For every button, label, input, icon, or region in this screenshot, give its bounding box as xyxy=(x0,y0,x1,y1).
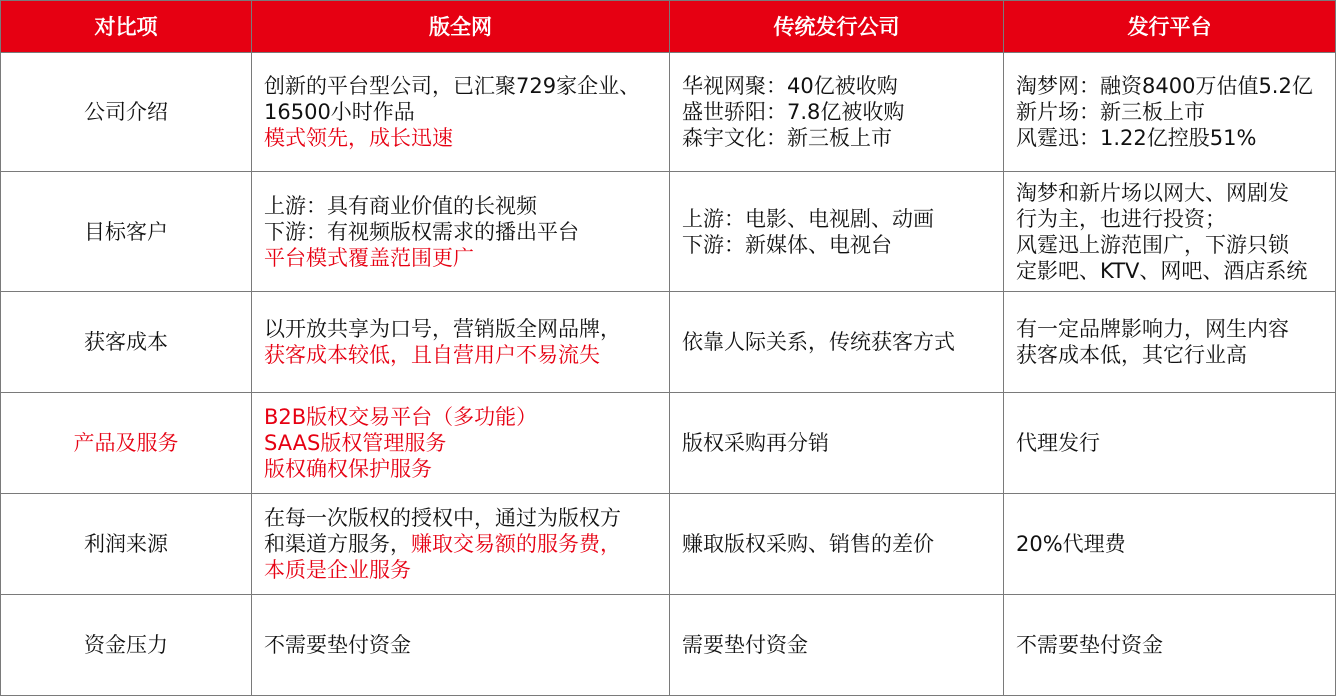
highlight-text: SAAS版权管理服务 xyxy=(264,431,447,455)
cell-line xyxy=(264,632,657,658)
cell-platform xyxy=(1004,292,1336,393)
cell-line xyxy=(1016,632,1323,658)
cell-text: 淘梦网：融资8400万估值5.2亿 xyxy=(1016,74,1313,98)
cell-text: 和渠道方服务， xyxy=(264,532,411,556)
cell-line xyxy=(682,329,991,355)
cell-line xyxy=(1016,316,1323,342)
cell-platform xyxy=(1004,393,1336,494)
table-row xyxy=(1,494,1336,595)
cell-line xyxy=(264,531,657,557)
cell-text: 不需要垫付资金 xyxy=(1016,633,1163,657)
cell-text: 定影吧、KTV、网吧、酒店系统 xyxy=(1016,258,1308,283)
cell-text: 淘梦和新片场以网大、网剧发 xyxy=(1016,180,1289,205)
cell-line xyxy=(264,456,657,482)
cell-line xyxy=(264,245,657,271)
cell-line xyxy=(264,73,657,99)
cell-text: 在每一次版权的授权中，通过为版权方 xyxy=(264,506,621,530)
cell-line xyxy=(264,505,657,531)
table-row xyxy=(1,172,1336,292)
cell-line xyxy=(682,232,991,258)
cell-line xyxy=(1016,99,1323,125)
cell-text: 风霆迅上游范围广，下游只锁 xyxy=(1016,232,1289,257)
cell-line xyxy=(1016,73,1323,99)
cell-banquanwang xyxy=(252,172,670,292)
cell-line xyxy=(1016,258,1323,284)
cell-line xyxy=(1016,342,1323,368)
cell-line xyxy=(264,125,657,151)
cell-line xyxy=(682,206,991,232)
cell-text: 有一定品牌影响力，网生内容 xyxy=(1016,317,1289,341)
cell-line xyxy=(264,430,657,456)
cell-banquanwang xyxy=(252,292,670,393)
row-label: 资金压力 xyxy=(1,595,252,696)
cell-text: 新片场：新三板上市 xyxy=(1016,100,1205,124)
cell-platform xyxy=(1004,595,1336,696)
cell-line xyxy=(682,99,991,125)
cell-line xyxy=(1016,531,1323,557)
cell-text: 上游：电影、电视剧、动画 xyxy=(682,206,934,231)
table-row xyxy=(1,292,1336,393)
cell-traditional xyxy=(670,494,1004,595)
highlight-text: 赚取交易额的服务费， xyxy=(411,532,621,556)
cell-text: 以开放共享为口号，营销版全网品牌， xyxy=(264,317,621,341)
header-item: 对比项 xyxy=(1,1,252,53)
cell-line xyxy=(682,632,991,658)
cell-text: 版权采购再分销 xyxy=(682,431,829,455)
cell-text: 森宇文化：新三板上市 xyxy=(682,126,892,150)
cell-platform xyxy=(1004,494,1336,595)
cell-line xyxy=(264,342,657,368)
cell-text: 16500小时作品 xyxy=(264,100,415,124)
cell-text: 上游：具有商业价值的长视频 xyxy=(264,193,537,218)
cell-line xyxy=(682,430,991,456)
cell-line xyxy=(1016,232,1323,258)
cell-text: 行为主，也进行投资； xyxy=(1016,206,1226,231)
cell-text: 代理发行 xyxy=(1016,431,1100,455)
cell-text: 下游：新媒体、电视台 xyxy=(682,232,892,257)
header-traditional: 传统发行公司 xyxy=(670,1,1004,53)
cell-traditional xyxy=(670,292,1004,393)
cell-banquanwang xyxy=(252,53,670,172)
cell-line xyxy=(682,125,991,151)
cell-line xyxy=(264,404,657,430)
cell-text: 华视网聚：40亿被收购 xyxy=(682,74,898,98)
cell-platform xyxy=(1004,53,1336,172)
table-row xyxy=(1,393,1336,494)
cell-line xyxy=(1016,430,1323,456)
cell-banquanwang xyxy=(252,595,670,696)
row-label: 目标客户 xyxy=(1,172,252,292)
cell-text: 盛世骄阳：7.8亿被收购 xyxy=(682,100,905,124)
cell-text: 不需要垫付资金 xyxy=(264,633,411,657)
cell-line xyxy=(1016,180,1323,206)
highlight-text: 版权确权保护服务 xyxy=(264,457,432,481)
row-label: 公司介绍 xyxy=(1,53,252,172)
row-label: 获客成本 xyxy=(1,292,252,393)
cell-text: 赚取版权采购、销售的差价 xyxy=(682,532,934,556)
cell-line xyxy=(682,73,991,99)
highlight-text: 模式领先，成长迅速 xyxy=(264,126,453,150)
cell-text: 创新的平台型公司，已汇聚729家企业、 xyxy=(264,74,641,98)
cell-text: 依靠人际关系，传统获客方式 xyxy=(682,330,955,354)
header-banquanwang: 版全网 xyxy=(252,1,670,53)
cell-line xyxy=(264,219,657,245)
cell-banquanwang xyxy=(252,393,670,494)
highlight-text: B2B版权交易平台（多功能） xyxy=(264,405,538,429)
cell-line xyxy=(1016,125,1323,151)
cell-line xyxy=(264,99,657,125)
cell-line xyxy=(1016,206,1323,232)
header-platform: 发行平台 xyxy=(1004,1,1336,53)
table-row xyxy=(1,53,1336,172)
row-label: 利润来源 xyxy=(1,494,252,595)
highlight-text: 本质是企业服务 xyxy=(264,558,411,582)
row-label: 产品及服务 xyxy=(1,393,252,494)
cell-traditional xyxy=(670,172,1004,292)
cell-line xyxy=(264,193,657,219)
cell-platform xyxy=(1004,172,1336,292)
cell-text: 需要垫付资金 xyxy=(682,633,808,657)
cell-text: 20%代理费 xyxy=(1016,532,1126,556)
cell-traditional xyxy=(670,393,1004,494)
highlight-text: 平台模式覆盖范围更广 xyxy=(264,245,474,270)
cell-text: 风霆迅：1.22亿控股51% xyxy=(1016,126,1257,150)
cell-text: 下游：有视频版权需求的播出平台 xyxy=(264,219,579,244)
cell-text: 获客成本低，其它行业高 xyxy=(1016,343,1247,367)
header-row xyxy=(1,1,1336,53)
table-row xyxy=(1,595,1336,696)
cell-banquanwang xyxy=(252,494,670,595)
cell-line xyxy=(682,531,991,557)
highlight-text: 获客成本较低，且自营用户不易流失 xyxy=(264,343,600,367)
cell-line xyxy=(264,316,657,342)
cell-traditional xyxy=(670,595,1004,696)
cell-line xyxy=(264,557,657,583)
cell-traditional xyxy=(670,53,1004,172)
